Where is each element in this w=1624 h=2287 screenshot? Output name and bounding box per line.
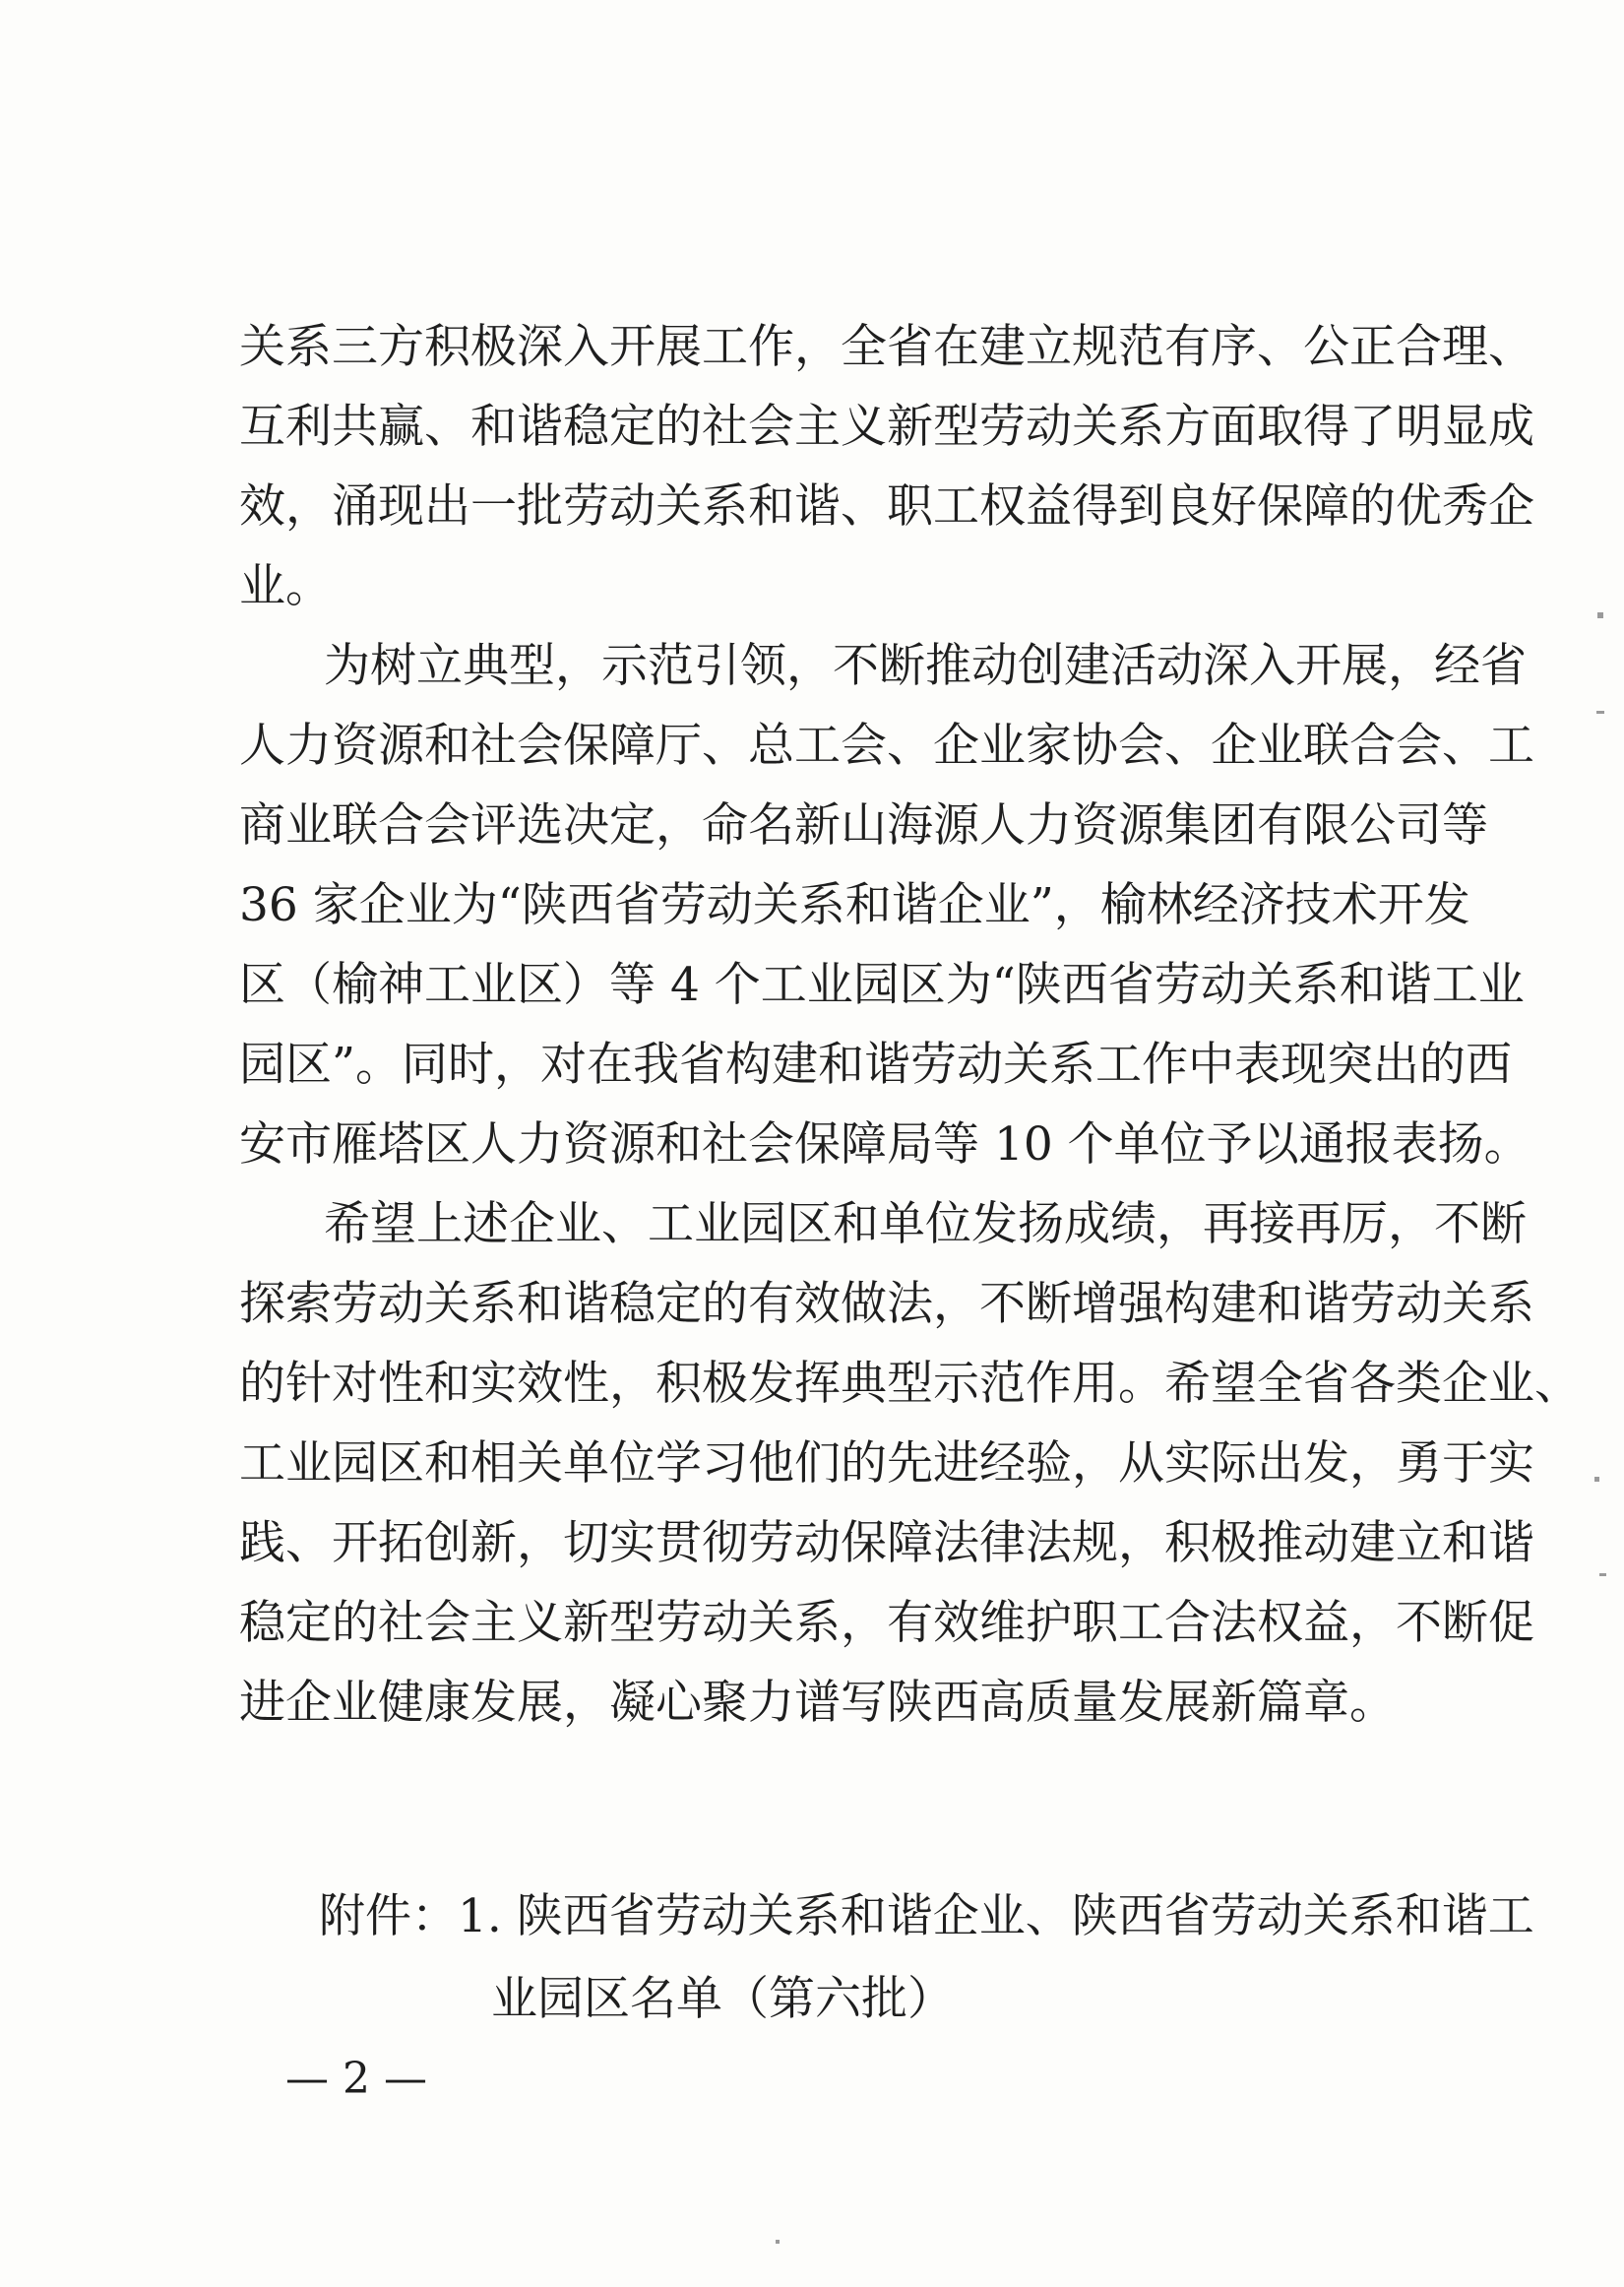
attachment-line-continued: 业园区名单（第六批） <box>491 1972 954 2026</box>
text-line: 商业联合会评选决定，命名新山海源人力资源集团有限公司等 <box>239 798 1488 853</box>
scan-speck <box>776 2240 780 2244</box>
text-line: 进企业健康发展，凝心聚力谱写陕西高质量发展新篇章。 <box>239 1676 1396 1730</box>
scan-speck <box>1597 612 1603 618</box>
attachment-line: 附件：1. 陕西省劳动关系和谐企业、陕西省劳动关系和谐工 <box>319 1889 1534 1943</box>
page-number: — 2 — <box>285 2054 427 2104</box>
scan-speck <box>1599 1573 1606 1576</box>
text-line: 区（榆神工业区）等 4 个工业园区为“陕西省劳动关系和谐工业 <box>239 958 1525 1012</box>
text-line: 安市雁塔区人力资源和社会保障局等 10 个单位予以通报表扬。 <box>239 1117 1530 1172</box>
text-line: 稳定的社会主义新型劳动关系，有效维护职工合法权益，不断促 <box>239 1596 1534 1650</box>
attachment-list <box>319 1875 1534 2041</box>
text-line: 探索劳动关系和谐稳定的有效做法，不断增强构建和谐劳动关系 <box>239 1277 1534 1331</box>
text-line: 为树立典型，示范引领，不断推动创建活动深入开展，经省 <box>324 639 1527 693</box>
text-line: 希望上述企业、工业园区和单位发扬成绩，再接再厉，不断 <box>324 1197 1527 1251</box>
scan-speck <box>1594 1477 1599 1482</box>
text-line: 关系三方积极深入开展工作，全省在建立规范有序、公正合理、 <box>239 320 1534 374</box>
text-line: 园区”。同时，对在我省构建和谐劳动关系工作中表现突出的西 <box>239 1038 1513 1092</box>
text-line: 的针对性和实效性，积极发挥典型示范作用。希望全省各类企业、 <box>239 1357 1581 1411</box>
text-line: 工业园区和相关单位学习他们的先进经验，从实际出发，勇于实 <box>239 1436 1534 1491</box>
text-line: 业。 <box>239 559 332 613</box>
text-line: 践、开拓创新，切实贯彻劳动保障法律法规，积极推动建立和谐 <box>239 1516 1534 1570</box>
text-line: 人力资源和社会保障厅、总工会、企业家协会、企业联合会、工 <box>239 719 1534 773</box>
text-line: 效，涌现出一批劳动关系和谐、职工权益得到良好保障的优秀企 <box>239 479 1534 534</box>
body-text <box>239 307 1581 1743</box>
scan-speck <box>1596 711 1604 714</box>
text-line: 互利共赢、和谐稳定的社会主义新型劳动关系方面取得了明显成 <box>239 400 1534 454</box>
text-line: 36 家企业为“陕西省劳动关系和谐企业”，榆林经济技术开发 <box>239 878 1470 932</box>
